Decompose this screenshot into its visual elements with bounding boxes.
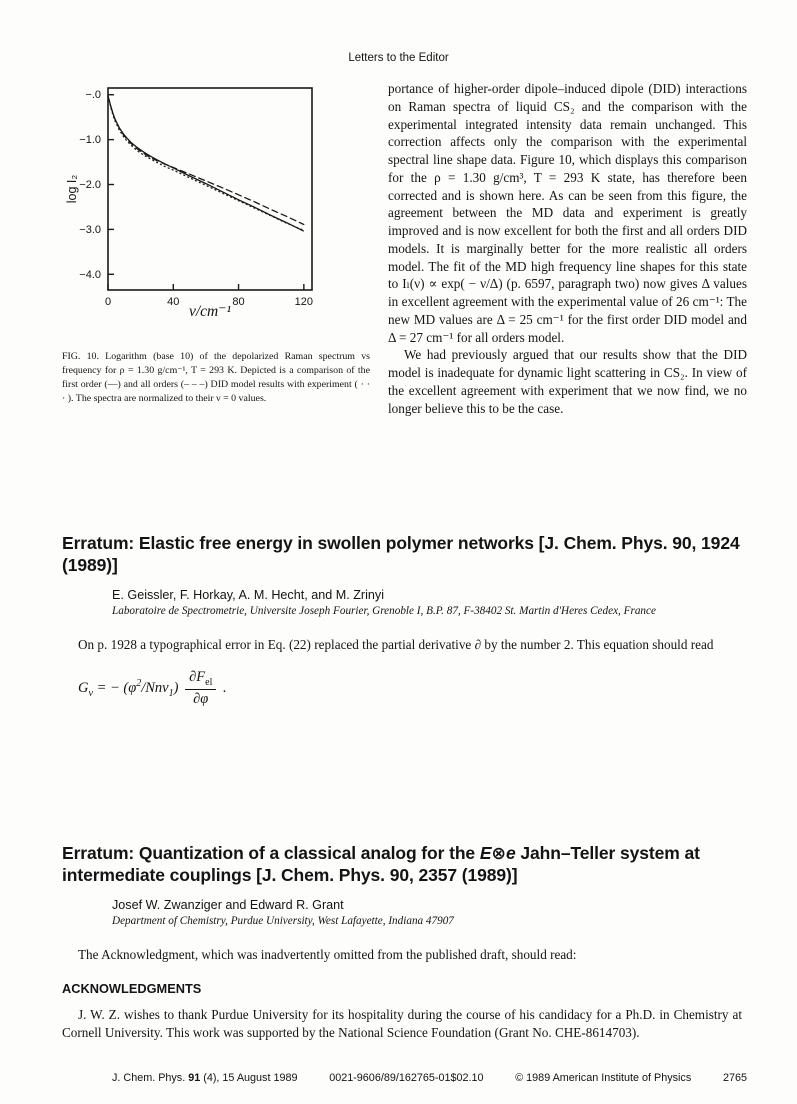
figure-10 — [62, 80, 374, 417]
page-footer — [112, 1072, 747, 1084]
letter-top-section — [62, 80, 747, 417]
figure-10-caption: FIG. 10. Logarithm (base 10) of the depolarized Raman spectrum vs frequency for ρ = 1.30 g/cm⁻¹, T = 293 K. Depicted is a comparison of the first order (—) and all orders (– – –) DID model results with experiment ( · · · ). The spectra are normalized to their ν = 0 values. — [62, 351, 370, 404]
svg-text:40: 40 — [167, 296, 180, 308]
erratum2-intro: The Acknowledgment, which was inadvertently omitted from the published draft, should read: — [78, 946, 577, 962]
footer-page-number: 2765 — [722, 1072, 747, 1084]
svg-text:−2.0: −2.0 — [79, 179, 101, 192]
svg-text:−4.0: −4.0 — [79, 268, 101, 281]
footer-citation: J. Chem. Phys. 91 (4), 15 August 1989 — [112, 1072, 298, 1084]
erratum-jahn-teller — [62, 842, 742, 1042]
equation-lhs: $G_v$ = − $(\varphi^2/Nnv_1)$ — [78, 678, 183, 700]
letter-paragraph-2: We had previously argued that our results show that the DID model is inadequate for dynamic light scattering in CS₂. In view of the excellent agreement with experiment that we now find, we no longer believe this to be the case. — [388, 347, 747, 416]
corrected-equation — [78, 669, 742, 708]
acknowledgments-heading: ACKNOWLEDGMENTS — [62, 981, 202, 997]
erratum2-authors: Josef W. Zwanziger and Edward R. Grant — [112, 897, 344, 912]
running-head: Letters to the Editor — [348, 52, 449, 64]
acknowledgments-text: J. W. Z. wishes to thank Purdue University for its hospitality during the course of his candidacy for a Ph.D. in Chemistry at Cornell University. This work was supported by the National Science Foundation (Grant No. CHE-8614703). — [62, 1007, 742, 1041]
erratum1-authors: E. Geissler, F. Horkay, A. M. Hecht, and M. Zrinyi — [112, 587, 385, 602]
svg-text:−.0: −.0 — [85, 89, 101, 102]
svg-text:120: 120 — [294, 296, 314, 308]
svg-text:−1.0: −1.0 — [79, 134, 101, 147]
erratum1-body: On p. 1928 a typographical error in Eq. (22) replaced the partial derivative ∂ by the number 2. This equation should read — [78, 636, 714, 652]
fig10-chart — [62, 80, 372, 320]
svg-text:log I₂: log I₂ — [65, 174, 79, 204]
footer-copyright: © 1989 American Institute of Physics — [515, 1072, 692, 1084]
erratum-elastic-free-energy — [62, 532, 742, 708]
svg-text:80: 80 — [232, 296, 245, 308]
erratum1-title: Erratum: Elastic free energy in swollen polymer networks [J. Chem. Phys. 90, 1924 (1989)] — [62, 533, 740, 576]
footer-code: 0021-9606/89/162765-01$02.10 — [329, 1072, 484, 1084]
erratum2-affiliation: Department of Chemistry, Purdue University, West Lafayette, Indiana 47907 — [112, 914, 454, 927]
letter-paragraph-1: portance of higher-order dipole–induced dipole (DID) interactions on Raman spectra of liquid CS₂ and the comparison with the experimental integrated intensity data remain unchanged. This correction affects only the comparison with the experimental spectral line shape data. Figure 10, which displays this comparison for the ρ = 1.30 g/cm³, T = 293 K state, has therefore been corrected and is shown here. As can be seen from this figure, the agreement between the MD data and experiment is greatly improved and is now excellent for both the first and all orders DID models. It is marginally better for the more realistic all orders model. The fit of the MD high frequency line shapes for this state to Iₗ(ν) ∝ exp( − ν/Δ) (p. 6597, paragraph two) now gives Δ values in excellent agreement with the experimental value of 26 cm⁻¹: The new MD values are Δ = 25 cm⁻¹ for the first order DID model and Δ = 27 cm⁻¹ for all orders model. — [388, 81, 747, 345]
svg-text:0: 0 — [104, 296, 112, 308]
svg-text:ν/cm⁻¹: ν/cm⁻¹ — [188, 303, 232, 320]
equation-period: . — [219, 680, 227, 697]
svg-text:−3.0: −3.0 — [79, 223, 101, 236]
erratum1-affiliation: Laboratoire de Spectrometrie, Universite Joseph Fourier, Grenoble I, B.P. 87, F-38402 St. Martin d'Heres Cedex, France — [112, 604, 656, 617]
letter-text-column — [388, 80, 747, 417]
equation-fraction: $\frac{\partial F_{el}}{\partial\varphi}$ — [185, 669, 216, 708]
erratum2-title: Erratum: Quantization of a classical analog for the E⊗e Jahn–Teller system at intermediate couplings [J. Chem. Phys. 90, 2357 (1989)] — [62, 843, 700, 886]
